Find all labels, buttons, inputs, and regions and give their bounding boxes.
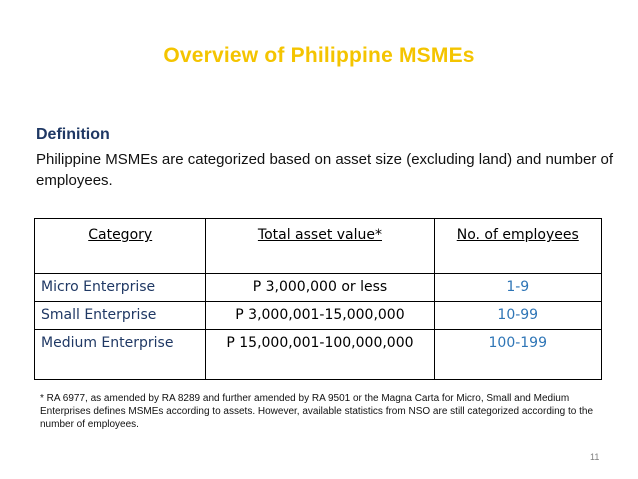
- row-employees: 1-9: [434, 274, 601, 302]
- row-category: Small Enterprise: [35, 302, 206, 330]
- table-row: [35, 274, 602, 302]
- page-number: 11: [590, 452, 600, 462]
- footnote: * RA 6977, as amended by RA 8289 and further amended by RA 9501 or the Magna Carta for Micro, Small and Medium Enterprises defines MSMEs according to assets. However, available statistics from NSO are still categorized according to the number of employees.: [40, 393, 594, 430]
- table-row: [35, 330, 602, 380]
- msme-table: [34, 218, 602, 380]
- header-employees: No. of employees: [434, 219, 601, 274]
- row-asset: P 3,000,001-15,000,000: [206, 302, 434, 330]
- row-employees: 100-199: [434, 330, 601, 380]
- header-category: Category: [35, 219, 206, 274]
- row-employees: 10-99: [434, 302, 601, 330]
- slide-title: Overview of Philippine MSMEs: [163, 44, 475, 67]
- row-category: Medium Enterprise: [35, 330, 206, 380]
- row-category: Micro Enterprise: [35, 274, 206, 302]
- table-header-row: [35, 219, 602, 274]
- definition-heading: Definition: [36, 126, 110, 143]
- header-asset-value: Total asset value*: [206, 219, 434, 274]
- row-asset: P 15,000,001-100,000,000: [206, 330, 434, 380]
- table-row: [35, 302, 602, 330]
- row-asset: P 3,000,000 or less: [206, 274, 434, 302]
- definition-text: Philippine MSMEs are categorized based on asset size (excluding land) and number of employees.: [36, 151, 613, 189]
